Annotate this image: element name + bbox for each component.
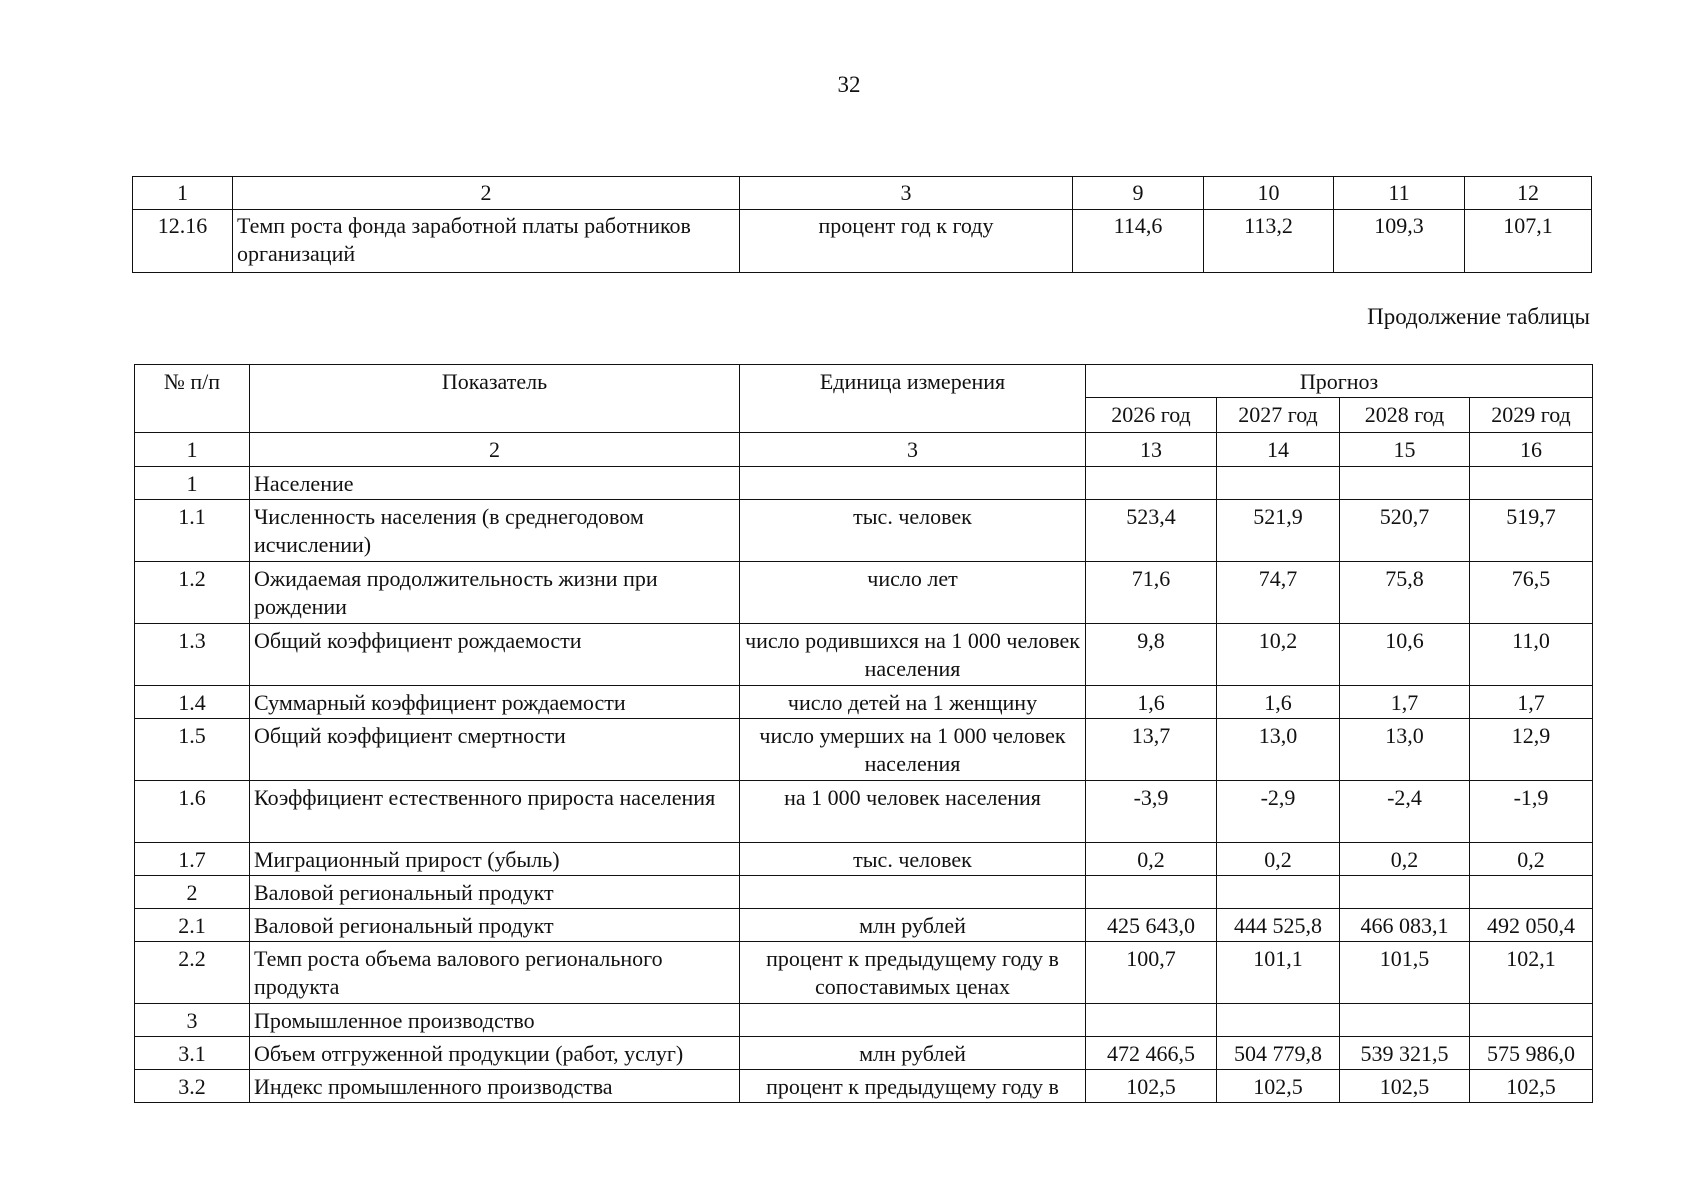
value-cell: 13,7 bbox=[1086, 719, 1217, 781]
table-row bbox=[135, 942, 1593, 1004]
column-number: 3 bbox=[740, 177, 1073, 210]
value-cell: 444 525,8 bbox=[1217, 909, 1340, 942]
header-year: 2026 год bbox=[1086, 398, 1217, 433]
indicator-name: Валовой региональный продукт bbox=[250, 909, 740, 942]
unit-of-measure: тыс. человек bbox=[740, 843, 1086, 876]
row-number: 1.2 bbox=[135, 562, 250, 624]
column-number: 16 bbox=[1470, 433, 1593, 467]
value-cell bbox=[1340, 876, 1470, 909]
row-number: 1.3 bbox=[135, 624, 250, 686]
indicator-name: Объем отгруженной продукции (работ, услуг) bbox=[250, 1037, 740, 1070]
row-number: 2.1 bbox=[135, 909, 250, 942]
row-number: 2 bbox=[135, 876, 250, 909]
header-number: № п/п bbox=[135, 365, 250, 433]
table-row bbox=[135, 500, 1593, 562]
unit-of-measure bbox=[740, 467, 1086, 500]
value-cell: 492 050,4 bbox=[1470, 909, 1593, 942]
value-cell: 76,5 bbox=[1470, 562, 1593, 624]
row-number: 3 bbox=[135, 1004, 250, 1037]
indicator-name: Суммарный коэффициент рождаемости bbox=[250, 686, 740, 719]
value-cell: 102,5 bbox=[1086, 1070, 1217, 1103]
indicator-name: Темп роста объема валового регионального продукта bbox=[250, 942, 740, 1004]
value-cell: 575 986,0 bbox=[1470, 1037, 1593, 1070]
column-number-row bbox=[135, 433, 1593, 467]
value-cell: 107,1 bbox=[1465, 210, 1592, 273]
value-cell: 102,5 bbox=[1217, 1070, 1340, 1103]
unit-of-measure bbox=[740, 876, 1086, 909]
header-forecast: Прогноз bbox=[1086, 365, 1593, 398]
value-cell: -2,4 bbox=[1340, 781, 1470, 843]
value-cell: 0,2 bbox=[1470, 843, 1593, 876]
value-cell: 71,6 bbox=[1086, 562, 1217, 624]
column-number: 2 bbox=[233, 177, 740, 210]
value-cell: 101,5 bbox=[1340, 942, 1470, 1004]
value-cell: 1,7 bbox=[1340, 686, 1470, 719]
value-cell bbox=[1086, 1004, 1217, 1037]
value-cell: -2,9 bbox=[1217, 781, 1340, 843]
value-cell: 113,2 bbox=[1204, 210, 1334, 273]
indicator-name: Общий коэффициент рождаемости bbox=[250, 624, 740, 686]
unit-of-measure: млн рублей bbox=[740, 1037, 1086, 1070]
value-cell bbox=[1340, 467, 1470, 500]
row-number: 3.1 bbox=[135, 1037, 250, 1070]
value-cell: 13,0 bbox=[1340, 719, 1470, 781]
row-number: 1.4 bbox=[135, 686, 250, 719]
page-number: 32 bbox=[837, 72, 861, 97]
unit-of-measure: процент год к году bbox=[740, 210, 1073, 273]
column-number-row bbox=[133, 177, 1592, 210]
value-cell bbox=[1217, 876, 1340, 909]
table-row bbox=[135, 719, 1593, 781]
row-number: 1.6 bbox=[135, 781, 250, 843]
column-number: 14 bbox=[1217, 433, 1340, 467]
value-cell bbox=[1217, 1004, 1340, 1037]
value-cell: 521,9 bbox=[1217, 500, 1340, 562]
value-cell: -3,9 bbox=[1086, 781, 1217, 843]
column-number: 15 bbox=[1340, 433, 1470, 467]
indicator-name: Ожидаемая продолжительность жизни при рождении bbox=[250, 562, 740, 624]
value-cell: 10,6 bbox=[1340, 624, 1470, 686]
value-cell: 539 321,5 bbox=[1340, 1037, 1470, 1070]
table-row bbox=[135, 909, 1593, 942]
table-row bbox=[135, 686, 1593, 719]
previous-table-fragment bbox=[132, 176, 1592, 273]
unit-of-measure: тыс. человек bbox=[740, 500, 1086, 562]
value-cell bbox=[1217, 467, 1340, 500]
value-cell bbox=[1340, 1004, 1470, 1037]
row-number: 3.2 bbox=[135, 1070, 250, 1103]
indicator-name: Население bbox=[250, 467, 740, 500]
header-year: 2029 год bbox=[1470, 398, 1593, 433]
value-cell: 102,1 bbox=[1470, 942, 1593, 1004]
value-cell: 504 779,8 bbox=[1217, 1037, 1340, 1070]
unit-of-measure: на 1 000 человек населения bbox=[740, 781, 1086, 843]
column-number: 11 bbox=[1334, 177, 1465, 210]
value-cell: 114,6 bbox=[1073, 210, 1204, 273]
value-cell: 102,5 bbox=[1470, 1070, 1593, 1103]
row-number: 1.1 bbox=[135, 500, 250, 562]
value-cell: 0,2 bbox=[1340, 843, 1470, 876]
unit-of-measure: число умерших на 1 000 человек населения bbox=[740, 719, 1086, 781]
value-cell: 1,6 bbox=[1217, 686, 1340, 719]
value-cell: 0,2 bbox=[1217, 843, 1340, 876]
table-row bbox=[135, 1070, 1593, 1103]
table-row bbox=[135, 876, 1593, 909]
value-cell: 109,3 bbox=[1334, 210, 1465, 273]
value-cell bbox=[1470, 1004, 1593, 1037]
value-cell bbox=[1470, 876, 1593, 909]
table-row bbox=[135, 624, 1593, 686]
unit-of-measure: процент к предыдущему году в сопоставимых ценах bbox=[740, 942, 1086, 1004]
unit-of-measure: млн рублей bbox=[740, 909, 1086, 942]
value-cell: 466 083,1 bbox=[1340, 909, 1470, 942]
header-row bbox=[135, 365, 1593, 398]
column-number: 2 bbox=[250, 433, 740, 467]
indicator-name: Темп роста фонда заработной платы работников организаций bbox=[233, 210, 740, 273]
table-row bbox=[133, 210, 1592, 273]
table-row bbox=[135, 781, 1593, 843]
value-cell: 13,0 bbox=[1217, 719, 1340, 781]
unit-of-measure: число детей на 1 женщину bbox=[740, 686, 1086, 719]
value-cell: -1,9 bbox=[1470, 781, 1593, 843]
value-cell: 425 643,0 bbox=[1086, 909, 1217, 942]
value-cell: 472 466,5 bbox=[1086, 1037, 1217, 1070]
value-cell: 10,2 bbox=[1217, 624, 1340, 686]
forecast-table bbox=[134, 364, 1593, 1103]
column-number: 1 bbox=[133, 177, 233, 210]
header-unit: Единица измерения bbox=[740, 365, 1086, 433]
unit-of-measure: процент к предыдущему году в bbox=[740, 1070, 1086, 1103]
table-row bbox=[135, 1037, 1593, 1070]
unit-of-measure bbox=[740, 1004, 1086, 1037]
indicator-name: Численность населения (в среднегодовом исчислении) bbox=[250, 500, 740, 562]
column-number: 10 bbox=[1204, 177, 1334, 210]
value-cell: 101,1 bbox=[1217, 942, 1340, 1004]
value-cell: 12,9 bbox=[1470, 719, 1593, 781]
value-cell: 74,7 bbox=[1217, 562, 1340, 624]
row-number: 2.2 bbox=[135, 942, 250, 1004]
value-cell: 102,5 bbox=[1340, 1070, 1470, 1103]
column-number: 12 bbox=[1465, 177, 1592, 210]
column-number: 13 bbox=[1086, 433, 1217, 467]
row-number: 1 bbox=[135, 467, 250, 500]
table-row bbox=[135, 843, 1593, 876]
value-cell: 100,7 bbox=[1086, 942, 1217, 1004]
header-indicator: Показатель bbox=[250, 365, 740, 433]
indicator-name: Промышленное производство bbox=[250, 1004, 740, 1037]
indicator-name: Валовой региональный продукт bbox=[250, 876, 740, 909]
column-number: 1 bbox=[135, 433, 250, 467]
indicator-name: Миграционный прирост (убыль) bbox=[250, 843, 740, 876]
table-row bbox=[135, 467, 1593, 500]
table-continuation-label: Продолжение таблицы bbox=[1367, 304, 1590, 329]
indicator-name: Индекс промышленного производства bbox=[250, 1070, 740, 1103]
value-cell bbox=[1086, 467, 1217, 500]
value-cell bbox=[1470, 467, 1593, 500]
column-number: 9 bbox=[1073, 177, 1204, 210]
value-cell: 9,8 bbox=[1086, 624, 1217, 686]
table-body bbox=[135, 467, 1593, 1103]
value-cell: 1,6 bbox=[1086, 686, 1217, 719]
row-number: 12.16 bbox=[133, 210, 233, 273]
value-cell: 520,7 bbox=[1340, 500, 1470, 562]
value-cell: 519,7 bbox=[1470, 500, 1593, 562]
header-year: 2028 год bbox=[1340, 398, 1470, 433]
indicator-name: Общий коэффициент смертности bbox=[250, 719, 740, 781]
value-cell: 11,0 bbox=[1470, 624, 1593, 686]
unit-of-measure: число родившихся на 1 000 человек населения bbox=[740, 624, 1086, 686]
table-row bbox=[135, 562, 1593, 624]
column-number: 3 bbox=[740, 433, 1086, 467]
row-number: 1.7 bbox=[135, 843, 250, 876]
value-cell: 75,8 bbox=[1340, 562, 1470, 624]
header-year: 2027 год bbox=[1217, 398, 1340, 433]
row-number: 1.5 bbox=[135, 719, 250, 781]
table-row bbox=[135, 1004, 1593, 1037]
unit-of-measure: число лет bbox=[740, 562, 1086, 624]
indicator-name: Коэффициент естественного прироста населения bbox=[250, 781, 740, 843]
value-cell: 523,4 bbox=[1086, 500, 1217, 562]
value-cell bbox=[1086, 876, 1217, 909]
value-cell: 0,2 bbox=[1086, 843, 1217, 876]
value-cell: 1,7 bbox=[1470, 686, 1593, 719]
